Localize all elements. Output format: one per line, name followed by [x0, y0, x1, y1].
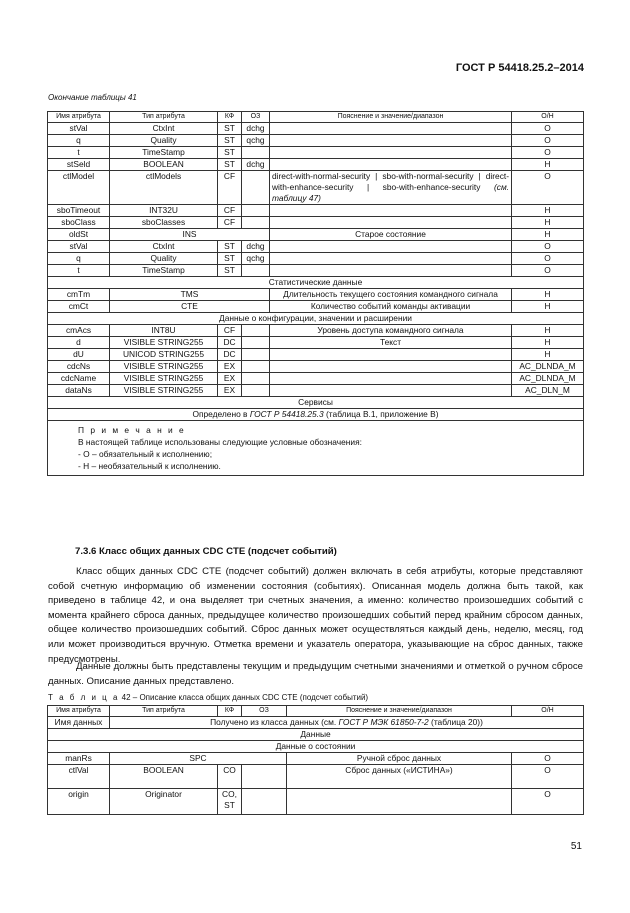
table-cell [287, 789, 512, 815]
table-cell: Имя данных [48, 717, 110, 729]
table-cell: O [512, 147, 584, 159]
document-header: ГОСТ Р 54418.25.2–2014 [455, 62, 584, 74]
table-cell [242, 325, 270, 337]
table-cell [242, 265, 270, 277]
table-cell: Н [512, 301, 584, 313]
note-title: П р и м е ч а н и е [78, 425, 186, 435]
section-title: Статистические данные [48, 277, 584, 289]
table-cell: q [48, 135, 110, 147]
table-cell: VISIBLE STRING255 [110, 373, 218, 385]
section-title: Данные [48, 729, 584, 741]
table-cell: dchg [242, 159, 270, 171]
table-cell: TimeStamp [110, 265, 218, 277]
table-cell [242, 171, 270, 205]
table-cell [270, 253, 512, 265]
table-cell: ctlModels [110, 171, 218, 205]
col-header: Тип атрибута [110, 706, 218, 717]
table-cell: INT8U [110, 325, 218, 337]
table-row [48, 753, 584, 765]
table-cell: ST [218, 147, 242, 159]
table-cell: sboClasses [110, 217, 218, 229]
table-cell: q [48, 253, 110, 265]
table-cell [242, 147, 270, 159]
services-cell [48, 409, 584, 421]
note-line: - Н – необязательный к исполнению. [78, 461, 221, 471]
col-header: КФ [218, 112, 242, 123]
table-cell: TimeStamp [110, 147, 218, 159]
table-cell: EX [218, 361, 242, 373]
table-cell: VISIBLE STRING255 [110, 361, 218, 373]
table-row [48, 337, 584, 349]
table-cell: cmAcs [48, 325, 110, 337]
table-cell: CF [218, 171, 242, 205]
col-header: Имя атрибута [48, 706, 110, 717]
table-cell: O [512, 241, 584, 253]
table-section-row [48, 741, 584, 753]
table-cell: Текст [270, 337, 512, 349]
table-row [48, 159, 584, 171]
table-cell: BOOLEAN [110, 765, 218, 789]
table-cell: Количество событий команды активации [270, 301, 512, 313]
table-cell: SPC [110, 753, 287, 765]
table-caption [48, 693, 368, 702]
table-cell [270, 385, 512, 397]
page-number: 51 [570, 841, 582, 852]
section-title: Сервисы [48, 397, 584, 409]
table-row [48, 409, 584, 421]
table-cell: TMS [110, 289, 270, 301]
table-cell: CF [218, 217, 242, 229]
col-header: ОЗ [242, 706, 287, 717]
col-header: О/Н [512, 112, 584, 123]
table-cell: CO, ST [218, 789, 242, 815]
table-cell [270, 361, 512, 373]
table-section-row [48, 313, 584, 325]
table-reference: (см. таблицу 47) [272, 182, 510, 203]
table-cell: CTE [110, 301, 270, 313]
col-header: Пояснение и значение/диапазон [287, 706, 512, 717]
table-cell [270, 147, 512, 159]
table-cell: sboClass [48, 217, 110, 229]
col-header: Пояснение и значение/диапазон [270, 112, 512, 123]
table-cell [270, 241, 512, 253]
col-header: О/Н [512, 706, 584, 717]
table-cell: Старое состояние [270, 229, 512, 241]
table-cell: Н [512, 229, 584, 241]
table-row [48, 717, 584, 729]
table-cell: AC_DLNDA_M [512, 373, 584, 385]
table-cell: origin [48, 789, 110, 815]
table-header-row [48, 706, 584, 717]
table-cell [242, 205, 270, 217]
table-cell [270, 159, 512, 171]
table-cell: Quality [110, 135, 218, 147]
table-cell [242, 349, 270, 361]
table-cell: INT32U [110, 205, 218, 217]
table-cell [110, 717, 584, 729]
col-header: ОЗ [242, 112, 270, 123]
table-cell [242, 361, 270, 373]
table-cell: Quality [110, 253, 218, 265]
table-header-row [48, 112, 584, 123]
table-42 [47, 705, 584, 815]
note-line: В настоящей таблице использованы следующие условные обозначения: [78, 437, 362, 447]
table-41 [47, 111, 584, 476]
table-row [48, 147, 584, 159]
body-paragraph: Класс общих данных CDC CTE (подсчет событий) должен включать в себя атрибуты, которые представляют собой счетную информацию об изменении состояния (событиях). Описанная модель должна быть такой, как приведено в таблице 42, и она выделяет три счетных значения, а именно: количество произошедших событий с момента крайнего сброса данных, предыдущее количество произошедших событий перед крайним сбросом данных, общее количество произошедших событий. Сброс данных может осуществляться каждый день, неделю, месяц, год или может производиться вручную. Отметка времени и указатель оператора, указывающие на сброс данных, также предусмотрены. [48, 566, 583, 665]
table-cell: ST [218, 253, 242, 265]
table-cell: t [48, 265, 110, 277]
table-cell: Длительность текущего состояния командного сигнала [270, 289, 512, 301]
table-row [48, 123, 584, 135]
table-section-row [48, 277, 584, 289]
table-cell [270, 205, 512, 217]
table-cell: CtxInt [110, 123, 218, 135]
table-cell: ctlVal [48, 765, 110, 789]
table-cell [242, 373, 270, 385]
table-row [48, 765, 584, 789]
table-cell: O [512, 753, 584, 765]
table-cell: oldSt [48, 229, 110, 241]
table-cell: Н [512, 217, 584, 229]
table-cell: O [512, 253, 584, 265]
table-cell: dataNs [48, 385, 110, 397]
table-row [48, 385, 584, 397]
table-cell: d [48, 337, 110, 349]
table-cell [270, 171, 512, 205]
services-text: Определено в [192, 409, 250, 419]
table-cell [242, 337, 270, 349]
table-cell: CtxInt [110, 241, 218, 253]
table-cell: Сброс данных («ИСТИНА») [287, 765, 512, 789]
table-cell: DC [218, 349, 242, 361]
table-cell [242, 789, 287, 815]
table-cell [242, 765, 287, 789]
table-row [48, 171, 584, 205]
table-cell [270, 265, 512, 277]
table-cell: O [512, 135, 584, 147]
table-cell: ST [218, 135, 242, 147]
table-cell: Н [512, 289, 584, 301]
table-cell: dchg [242, 123, 270, 135]
table-row [48, 205, 584, 217]
col-header: Имя атрибута [48, 112, 110, 123]
table-row [48, 253, 584, 265]
table-cell: cdcName [48, 373, 110, 385]
table-cell: O [512, 123, 584, 135]
table-cell: O [512, 765, 584, 789]
table-row [48, 217, 584, 229]
table-cell: DC [218, 337, 242, 349]
table-cell: Н [512, 349, 584, 361]
table-cell: Originator [110, 789, 218, 815]
table-caption-text: 42 – Описание класса общих данных CDC CTE (подсчет событий) [121, 693, 369, 702]
table-caption: Окончание таблицы 41 [48, 93, 137, 102]
table-cell: ST [218, 123, 242, 135]
table-cell: BOOLEAN [110, 159, 218, 171]
table-cell: INS [110, 229, 270, 241]
note-line: - О – обязательный к исполнению; [78, 449, 213, 459]
table-cell [242, 217, 270, 229]
table-cell: dU [48, 349, 110, 361]
table-cell: EX [218, 373, 242, 385]
table-cell: dchg [242, 241, 270, 253]
table-cell: qchg [242, 135, 270, 147]
table-note-row [48, 421, 584, 476]
table-cell: t [48, 147, 110, 159]
table-row [48, 325, 584, 337]
table-cell: ST [218, 265, 242, 277]
table-cell: O [512, 171, 584, 205]
table-cell: qchg [242, 253, 270, 265]
table-cell: cmTm [48, 289, 110, 301]
table-cell: cdcNs [48, 361, 110, 373]
table-row [48, 265, 584, 277]
table-row [48, 789, 584, 815]
table-caption-label: Т а б л и ц а [48, 693, 120, 702]
table-cell: VISIBLE STRING255 [110, 337, 218, 349]
table-cell: Н [512, 159, 584, 171]
table-cell [242, 385, 270, 397]
table-row [48, 241, 584, 253]
table-row [48, 301, 584, 313]
col-header: Тип атрибута [110, 112, 218, 123]
table-cell: manRs [48, 753, 110, 765]
table-row [48, 361, 584, 373]
table-cell: CO [218, 765, 242, 789]
table-section-row [48, 729, 584, 741]
table-cell: Ручной сброс данных [287, 753, 512, 765]
table-cell: VISIBLE STRING255 [110, 385, 218, 397]
body-paragraph: Данные должны быть представлены текущим и предыдущим счетными значениями и отметкой о ручном сбросе данных. Описание данных представлено. [48, 661, 583, 687]
table-cell: stSeld [48, 159, 110, 171]
table-cell: EX [218, 385, 242, 397]
table-cell: cmCt [48, 301, 110, 313]
table-cell: Н [512, 337, 584, 349]
table-cell: AC_DLN_M [512, 385, 584, 397]
table-cell: UNICOD STRING255 [110, 349, 218, 361]
table-note [48, 421, 584, 476]
standard-reference: ГОСТ Р МЭК 61850-7-2 [338, 717, 429, 727]
table-cell: O [512, 789, 584, 815]
table-section-row [48, 397, 584, 409]
table-row [48, 135, 584, 147]
table-row [48, 289, 584, 301]
derived-text: Получено из класса данных (см. [210, 717, 339, 727]
ctl-model-values: direct-with-normal-security | sbo-with-normal-security | direct-with-enhance-security | sbo-with-enhance-security [272, 171, 509, 192]
table-cell: sboTimeout [48, 205, 110, 217]
table-cell: O [512, 265, 584, 277]
table-cell: AC_DLNDA_M [512, 361, 584, 373]
table-cell [270, 373, 512, 385]
table-cell [270, 349, 512, 361]
table-cell: stVal [48, 123, 110, 135]
services-text: (таблица В.1, приложение В) [323, 409, 439, 419]
section-title: Данные о конфигурации, значении и расширении [48, 313, 584, 325]
table-cell: CF [218, 325, 242, 337]
table-cell: Н [512, 205, 584, 217]
col-header: КФ [218, 706, 242, 717]
table-cell: Н [512, 325, 584, 337]
table-cell: ST [218, 241, 242, 253]
table-cell: ctlModel [48, 171, 110, 205]
table-row [48, 349, 584, 361]
derived-text: (таблица 20)) [428, 717, 483, 727]
table-row [48, 229, 584, 241]
section-title: Данные о состоянии [48, 741, 584, 753]
table-cell: ST [218, 159, 242, 171]
table-cell [270, 135, 512, 147]
standard-reference: ГОСТ Р 54418.25.3 [249, 409, 324, 419]
table-cell: stVal [48, 241, 110, 253]
section-heading: 7.3.6 Класс общих данных CDC CTE (подсчет событий) [75, 546, 337, 557]
table-cell [270, 217, 512, 229]
table-cell: CF [218, 205, 242, 217]
table-cell: Уровень доступа командного сигнала [270, 325, 512, 337]
table-row [48, 373, 584, 385]
table-cell [270, 123, 512, 135]
